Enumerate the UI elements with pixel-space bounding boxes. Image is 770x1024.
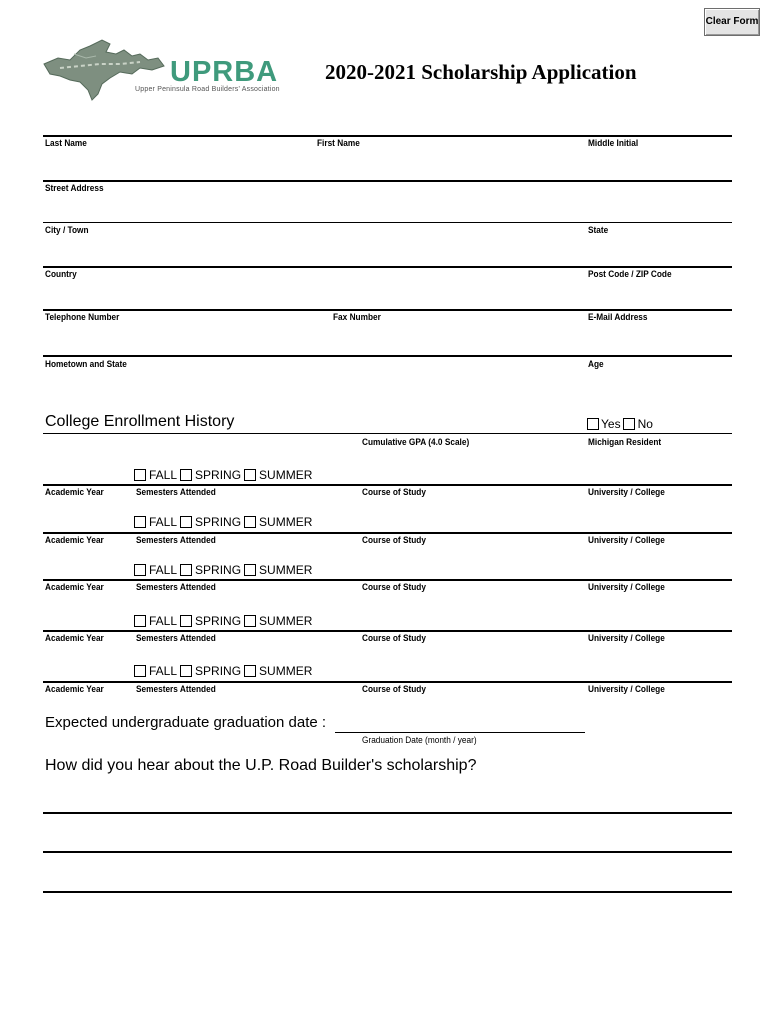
graduation-heading: Expected undergraduate graduation date : <box>45 714 327 731</box>
no-label: No <box>637 417 653 431</box>
page-title: 2020-2021 Scholarship Application <box>325 60 637 84</box>
divider <box>43 532 732 534</box>
last-name-label: Last Name <box>45 138 87 148</box>
divider <box>43 891 732 893</box>
semesters-options <box>134 614 315 628</box>
no-checkbox[interactable] <box>623 418 635 430</box>
divider <box>43 433 732 434</box>
logo-wordmark: UPRBA <box>170 56 279 88</box>
fall-label: FALL <box>149 468 178 482</box>
divider <box>43 630 732 632</box>
semesters-attended-label: Semesters Attended <box>136 535 216 545</box>
middle-initial-field[interactable] <box>586 150 732 176</box>
last-name-field[interactable] <box>43 150 313 176</box>
summer-label: SUMMER <box>259 563 313 577</box>
divider <box>43 355 732 357</box>
divider <box>43 135 732 137</box>
divider <box>43 681 732 683</box>
post-code-label: Post Code / ZIP Code <box>588 269 672 279</box>
enrollment-heading: College Enrollment History <box>45 413 235 430</box>
spring-label: SPRING <box>195 563 242 577</box>
university-label: University / College <box>588 487 665 497</box>
summer-label: SUMMER <box>259 664 313 678</box>
semesters-options <box>134 515 315 529</box>
gpa-label: Cumulative GPA (4.0 Scale) <box>362 437 470 447</box>
first-name-field[interactable] <box>315 150 585 176</box>
university-label: University / College <box>588 633 665 643</box>
first-name-label: First Name <box>317 138 360 148</box>
spring-label: SPRING <box>195 468 242 482</box>
email-label: E-Mail Address <box>588 312 648 322</box>
fax-field[interactable] <box>331 324 583 350</box>
divider <box>43 180 732 182</box>
summer-checkbox[interactable] <box>244 665 256 677</box>
country-label: Country <box>45 269 77 279</box>
spring-checkbox[interactable] <box>180 665 192 677</box>
semesters-options <box>134 468 315 482</box>
divider <box>43 309 732 311</box>
city-label: City / Town <box>45 225 89 235</box>
telephone-field[interactable] <box>43 324 328 350</box>
academic-year-label: Academic Year <box>45 487 104 497</box>
logo-subtitle: Upper Peninsula Road Builders' Association <box>135 86 280 93</box>
michigan-resident-options <box>587 417 653 431</box>
academic-year-label: Academic Year <box>45 684 104 694</box>
hear-answer-line-2[interactable] <box>43 826 732 852</box>
university-label: University / College <box>588 535 665 545</box>
semesters-options <box>134 563 315 577</box>
semesters-attended-label: Semesters Attended <box>136 487 216 497</box>
course-of-study-label: Course of Study <box>362 487 426 497</box>
fall-label: FALL <box>149 664 178 678</box>
spring-label: SPRING <box>195 614 242 628</box>
hometown-field[interactable] <box>43 371 583 397</box>
spring-checkbox[interactable] <box>180 615 192 627</box>
email-field[interactable] <box>586 324 732 350</box>
summer-checkbox[interactable] <box>244 564 256 576</box>
course-of-study-label: Course of Study <box>362 535 426 545</box>
post-code-field[interactable] <box>586 281 732 307</box>
spring-label: SPRING <box>195 515 242 529</box>
summer-checkbox[interactable] <box>244 516 256 528</box>
street-address-field[interactable] <box>43 195 732 221</box>
fall-label: FALL <box>149 563 178 577</box>
fall-label: FALL <box>149 515 178 529</box>
university-label: University / College <box>588 582 665 592</box>
state-field[interactable] <box>586 237 732 263</box>
summer-checkbox[interactable] <box>244 615 256 627</box>
yes-checkbox[interactable] <box>587 418 599 430</box>
divider <box>43 484 732 486</box>
hear-answer-line-1[interactable] <box>43 786 732 812</box>
hear-question: How did you hear about the U.P. Road Builder's scholarship? <box>45 757 477 774</box>
divider <box>335 732 585 733</box>
spring-checkbox[interactable] <box>180 516 192 528</box>
fall-checkbox[interactable] <box>134 564 146 576</box>
yes-label: Yes <box>601 417 621 431</box>
state-label: State <box>588 225 609 235</box>
upper-peninsula-map-icon <box>40 34 170 104</box>
course-of-study-label: Course of Study <box>362 684 426 694</box>
spring-checkbox[interactable] <box>180 564 192 576</box>
spring-label: SPRING <box>195 664 242 678</box>
summer-label: SUMMER <box>259 614 313 628</box>
age-field[interactable] <box>586 371 732 397</box>
clear-form-button[interactable]: Clear Form <box>704 8 760 36</box>
divider <box>43 266 732 268</box>
academic-year-label: Academic Year <box>45 582 104 592</box>
semesters-attended-label: Semesters Attended <box>136 684 216 694</box>
spring-checkbox[interactable] <box>180 469 192 481</box>
city-field[interactable] <box>43 237 583 263</box>
course-of-study-label: Course of Study <box>362 582 426 592</box>
fall-label: FALL <box>149 614 178 628</box>
summer-label: SUMMER <box>259 515 313 529</box>
country-field[interactable] <box>43 281 583 307</box>
divider <box>43 579 732 581</box>
summer-checkbox[interactable] <box>244 469 256 481</box>
fall-checkbox[interactable] <box>134 665 146 677</box>
michigan-resident-label: Michigan Resident <box>588 437 662 447</box>
semesters-attended-label: Semesters Attended <box>136 633 216 643</box>
hometown-label: Hometown and State <box>45 359 127 369</box>
divider <box>43 222 732 223</box>
semesters-attended-label: Semesters Attended <box>136 582 216 592</box>
hear-answer-line-3[interactable] <box>43 866 732 892</box>
university-label: University / College <box>588 684 665 694</box>
academic-year-label: Academic Year <box>45 633 104 643</box>
fax-label: Fax Number <box>333 312 381 322</box>
fall-checkbox[interactable] <box>134 615 146 627</box>
divider <box>43 851 732 853</box>
academic-year-label: Academic Year <box>45 535 104 545</box>
fall-checkbox[interactable] <box>134 516 146 528</box>
course-of-study-label: Course of Study <box>362 633 426 643</box>
semesters-options <box>134 664 315 678</box>
graduation-date-field[interactable] <box>335 710 585 732</box>
age-label: Age <box>588 359 604 369</box>
divider <box>43 812 732 814</box>
telephone-label: Telephone Number <box>45 312 120 322</box>
middle-initial-label: Middle Initial <box>588 138 639 148</box>
fall-checkbox[interactable] <box>134 469 146 481</box>
graduation-date-label: Graduation Date (month / year) <box>362 735 477 745</box>
street-address-label: Street Address <box>45 183 104 193</box>
summer-label: SUMMER <box>259 468 313 482</box>
